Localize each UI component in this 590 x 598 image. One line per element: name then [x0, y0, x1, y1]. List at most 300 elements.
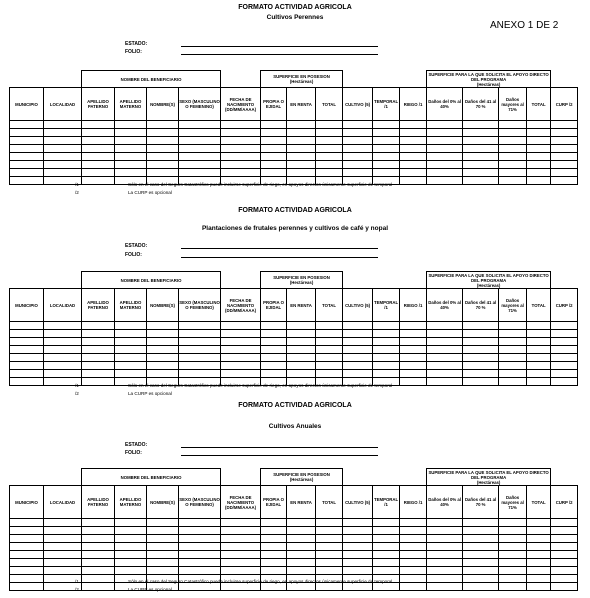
table-cell[interactable] — [115, 330, 147, 338]
table-cell[interactable] — [551, 378, 578, 386]
table-cell[interactable] — [316, 121, 343, 129]
table-cell[interactable] — [373, 535, 400, 543]
table-cell[interactable] — [261, 121, 287, 129]
table-cell[interactable] — [343, 161, 373, 169]
table-cell[interactable] — [316, 161, 343, 169]
table-cell[interactable] — [527, 575, 551, 583]
table-cell[interactable] — [44, 519, 82, 527]
table-cell[interactable] — [551, 575, 578, 583]
table-cell[interactable] — [147, 322, 179, 330]
table-cell[interactable] — [551, 527, 578, 535]
table-cell[interactable] — [10, 567, 44, 575]
table-cell[interactable] — [400, 362, 427, 370]
table-cell[interactable] — [44, 559, 82, 567]
table-cell[interactable] — [427, 583, 463, 591]
table-cell[interactable] — [44, 543, 82, 551]
table-cell[interactable] — [82, 519, 115, 527]
table-cell[interactable] — [400, 145, 427, 153]
table-cell[interactable] — [261, 322, 287, 330]
table-cell[interactable] — [400, 519, 427, 527]
table-cell[interactable] — [115, 338, 147, 346]
table-cell[interactable] — [221, 354, 261, 362]
table-cell[interactable] — [499, 145, 527, 153]
table-cell[interactable] — [44, 551, 82, 559]
table-cell[interactable] — [287, 362, 316, 370]
table-cell[interactable] — [115, 362, 147, 370]
table-cell[interactable] — [527, 161, 551, 169]
table-cell[interactable] — [373, 121, 400, 129]
table-cell[interactable] — [179, 161, 221, 169]
table-cell[interactable] — [82, 322, 115, 330]
table-cell[interactable] — [343, 330, 373, 338]
table-cell[interactable] — [147, 370, 179, 378]
table-cell[interactable] — [343, 153, 373, 161]
table-cell[interactable] — [551, 543, 578, 551]
table-cell[interactable] — [179, 330, 221, 338]
table-cell[interactable] — [221, 370, 261, 378]
table-cell[interactable] — [400, 129, 427, 137]
table-cell[interactable] — [499, 519, 527, 527]
table-cell[interactable] — [427, 535, 463, 543]
table-cell[interactable] — [463, 346, 499, 354]
table-cell[interactable] — [287, 338, 316, 346]
table-cell[interactable] — [400, 567, 427, 575]
table-cell[interactable] — [10, 535, 44, 543]
table-cell[interactable] — [261, 362, 287, 370]
table-cell[interactable] — [427, 145, 463, 153]
table-cell[interactable] — [343, 551, 373, 559]
table-cell[interactable] — [551, 338, 578, 346]
table-cell[interactable] — [147, 354, 179, 362]
table-cell[interactable] — [82, 177, 115, 185]
table-cell[interactable] — [44, 169, 82, 177]
table-cell[interactable] — [463, 354, 499, 362]
table-cell[interactable] — [400, 527, 427, 535]
table-cell[interactable] — [373, 161, 400, 169]
table-cell[interactable] — [287, 567, 316, 575]
table-cell[interactable] — [551, 121, 578, 129]
table-cell[interactable] — [427, 519, 463, 527]
table-cell[interactable] — [115, 145, 147, 153]
table-cell[interactable] — [82, 362, 115, 370]
table-cell[interactable] — [44, 535, 82, 543]
table-cell[interactable] — [221, 559, 261, 567]
table-cell[interactable] — [179, 519, 221, 527]
table-cell[interactable] — [179, 137, 221, 145]
table-cell[interactable] — [463, 338, 499, 346]
table-cell[interactable] — [373, 346, 400, 354]
table-cell[interactable] — [373, 354, 400, 362]
table-cell[interactable] — [261, 169, 287, 177]
table-cell[interactable] — [287, 161, 316, 169]
table-cell[interactable] — [427, 322, 463, 330]
table-cell[interactable] — [316, 551, 343, 559]
table-cell[interactable] — [287, 543, 316, 551]
table-cell[interactable] — [44, 362, 82, 370]
table-cell[interactable] — [44, 322, 82, 330]
table-cell[interactable] — [499, 153, 527, 161]
table-cell[interactable] — [463, 121, 499, 129]
table-cell[interactable] — [343, 322, 373, 330]
table-cell[interactable] — [44, 145, 82, 153]
table-cell[interactable] — [499, 161, 527, 169]
table-cell[interactable] — [179, 121, 221, 129]
table-cell[interactable] — [343, 129, 373, 137]
table-cell[interactable] — [179, 346, 221, 354]
table-cell[interactable] — [373, 362, 400, 370]
table-cell[interactable] — [115, 535, 147, 543]
table-cell[interactable] — [499, 583, 527, 591]
table-cell[interactable] — [427, 177, 463, 185]
table-cell[interactable] — [44, 153, 82, 161]
table-cell[interactable] — [82, 129, 115, 137]
table-cell[interactable] — [287, 129, 316, 137]
table-cell[interactable] — [499, 322, 527, 330]
table-cell[interactable] — [287, 519, 316, 527]
table-cell[interactable] — [287, 322, 316, 330]
table-cell[interactable] — [499, 354, 527, 362]
table-cell[interactable] — [427, 527, 463, 535]
table-cell[interactable] — [463, 161, 499, 169]
table-cell[interactable] — [147, 567, 179, 575]
table-cell[interactable] — [527, 322, 551, 330]
table-cell[interactable] — [463, 575, 499, 583]
table-cell[interactable] — [221, 129, 261, 137]
table-cell[interactable] — [44, 527, 82, 535]
table-cell[interactable] — [221, 169, 261, 177]
table-cell[interactable] — [221, 153, 261, 161]
table-cell[interactable] — [10, 330, 44, 338]
table-cell[interactable] — [221, 161, 261, 169]
table-cell[interactable] — [10, 551, 44, 559]
table-cell[interactable] — [316, 519, 343, 527]
table-cell[interactable] — [527, 153, 551, 161]
table-cell[interactable] — [261, 346, 287, 354]
table-cell[interactable] — [316, 137, 343, 145]
table-cell[interactable] — [10, 129, 44, 137]
table-cell[interactable] — [179, 354, 221, 362]
table-cell[interactable] — [147, 330, 179, 338]
table-cell[interactable] — [316, 527, 343, 535]
table-cell[interactable] — [463, 527, 499, 535]
table-cell[interactable] — [527, 551, 551, 559]
table-cell[interactable] — [551, 145, 578, 153]
table-cell[interactable] — [373, 551, 400, 559]
table-cell[interactable] — [373, 330, 400, 338]
table-cell[interactable] — [316, 362, 343, 370]
table-cell[interactable] — [316, 322, 343, 330]
estado-field[interactable] — [181, 447, 378, 448]
table-cell[interactable] — [551, 559, 578, 567]
table-cell[interactable] — [179, 370, 221, 378]
table-cell[interactable] — [10, 322, 44, 330]
table-cell[interactable] — [287, 354, 316, 362]
table-cell[interactable] — [261, 370, 287, 378]
table-cell[interactable] — [551, 177, 578, 185]
table-cell[interactable] — [463, 177, 499, 185]
table-cell[interactable] — [463, 370, 499, 378]
table-cell[interactable] — [400, 338, 427, 346]
table-cell[interactable] — [316, 338, 343, 346]
table-cell[interactable] — [115, 559, 147, 567]
table-cell[interactable] — [499, 551, 527, 559]
table-cell[interactable] — [115, 527, 147, 535]
table-cell[interactable] — [221, 338, 261, 346]
table-cell[interactable] — [115, 354, 147, 362]
table-cell[interactable] — [147, 543, 179, 551]
table-cell[interactable] — [316, 330, 343, 338]
table-cell[interactable] — [44, 338, 82, 346]
table-cell[interactable] — [499, 535, 527, 543]
table-cell[interactable] — [373, 519, 400, 527]
table-cell[interactable] — [221, 145, 261, 153]
table-cell[interactable] — [400, 551, 427, 559]
table-cell[interactable] — [551, 583, 578, 591]
table-cell[interactable] — [179, 567, 221, 575]
table-cell[interactable] — [10, 527, 44, 535]
table-cell[interactable] — [373, 169, 400, 177]
table-cell[interactable] — [10, 575, 44, 583]
table-cell[interactable] — [463, 169, 499, 177]
table-cell[interactable] — [221, 543, 261, 551]
table-cell[interactable] — [499, 527, 527, 535]
table-cell[interactable] — [147, 121, 179, 129]
estado-field[interactable] — [181, 248, 378, 249]
table-cell[interactable] — [115, 169, 147, 177]
table-cell[interactable] — [82, 153, 115, 161]
table-cell[interactable] — [82, 543, 115, 551]
table-cell[interactable] — [179, 338, 221, 346]
table-cell[interactable] — [343, 169, 373, 177]
table-cell[interactable] — [527, 567, 551, 575]
table-cell[interactable] — [343, 354, 373, 362]
table-cell[interactable] — [463, 322, 499, 330]
table-cell[interactable] — [179, 535, 221, 543]
table-cell[interactable] — [147, 362, 179, 370]
table-cell[interactable] — [373, 567, 400, 575]
table-cell[interactable] — [147, 169, 179, 177]
table-cell[interactable] — [427, 567, 463, 575]
table-cell[interactable] — [10, 559, 44, 567]
table-cell[interactable] — [551, 161, 578, 169]
table-cell[interactable] — [551, 137, 578, 145]
table-cell[interactable] — [82, 551, 115, 559]
table-cell[interactable] — [551, 362, 578, 370]
table-cell[interactable] — [221, 362, 261, 370]
table-cell[interactable] — [115, 543, 147, 551]
table-cell[interactable] — [147, 145, 179, 153]
estado-field[interactable] — [181, 46, 378, 47]
table-cell[interactable] — [10, 378, 44, 386]
table-cell[interactable] — [527, 145, 551, 153]
table-cell[interactable] — [463, 330, 499, 338]
table-cell[interactable] — [527, 330, 551, 338]
table-cell[interactable] — [10, 121, 44, 129]
table-cell[interactable] — [463, 153, 499, 161]
table-cell[interactable] — [261, 535, 287, 543]
table-cell[interactable] — [179, 527, 221, 535]
table-cell[interactable] — [551, 169, 578, 177]
table-cell[interactable] — [44, 330, 82, 338]
table-cell[interactable] — [221, 346, 261, 354]
table-cell[interactable] — [427, 346, 463, 354]
table-cell[interactable] — [316, 153, 343, 161]
table-cell[interactable] — [400, 354, 427, 362]
table-cell[interactable] — [373, 129, 400, 137]
table-cell[interactable] — [463, 378, 499, 386]
table-cell[interactable] — [287, 527, 316, 535]
table-cell[interactable] — [343, 145, 373, 153]
table-cell[interactable] — [10, 362, 44, 370]
table-cell[interactable] — [179, 145, 221, 153]
table-cell[interactable] — [179, 153, 221, 161]
table-cell[interactable] — [287, 330, 316, 338]
table-cell[interactable] — [343, 362, 373, 370]
table-cell[interactable] — [527, 338, 551, 346]
table-cell[interactable] — [287, 370, 316, 378]
table-cell[interactable] — [287, 153, 316, 161]
folio-field[interactable] — [181, 257, 378, 258]
table-cell[interactable] — [551, 551, 578, 559]
table-cell[interactable] — [44, 346, 82, 354]
table-cell[interactable] — [261, 338, 287, 346]
table-cell[interactable] — [44, 121, 82, 129]
table-cell[interactable] — [463, 145, 499, 153]
table-cell[interactable] — [287, 121, 316, 129]
table-cell[interactable] — [400, 153, 427, 161]
table-cell[interactable] — [527, 519, 551, 527]
table-cell[interactable] — [287, 169, 316, 177]
table-cell[interactable] — [343, 346, 373, 354]
table-cell[interactable] — [551, 354, 578, 362]
table-cell[interactable] — [343, 543, 373, 551]
table-cell[interactable] — [527, 535, 551, 543]
table-cell[interactable] — [115, 551, 147, 559]
table-cell[interactable] — [463, 519, 499, 527]
table-cell[interactable] — [316, 370, 343, 378]
table-cell[interactable] — [551, 322, 578, 330]
table-cell[interactable] — [287, 346, 316, 354]
table-cell[interactable] — [343, 121, 373, 129]
table-cell[interactable] — [115, 370, 147, 378]
table-cell[interactable] — [427, 153, 463, 161]
table-cell[interactable] — [499, 169, 527, 177]
table-cell[interactable] — [499, 362, 527, 370]
table-cell[interactable] — [427, 378, 463, 386]
table-cell[interactable] — [10, 177, 44, 185]
table-cell[interactable] — [221, 330, 261, 338]
table-cell[interactable] — [82, 145, 115, 153]
table-cell[interactable] — [551, 535, 578, 543]
table-cell[interactable] — [44, 567, 82, 575]
table-cell[interactable] — [82, 378, 115, 386]
table-cell[interactable] — [147, 519, 179, 527]
table-cell[interactable] — [343, 527, 373, 535]
table-cell[interactable] — [82, 559, 115, 567]
table-cell[interactable] — [427, 161, 463, 169]
table-cell[interactable] — [44, 370, 82, 378]
table-cell[interactable] — [400, 161, 427, 169]
table-cell[interactable] — [147, 129, 179, 137]
table-cell[interactable] — [463, 559, 499, 567]
table-cell[interactable] — [82, 370, 115, 378]
table-cell[interactable] — [82, 330, 115, 338]
table-cell[interactable] — [499, 378, 527, 386]
table-cell[interactable] — [499, 559, 527, 567]
table-cell[interactable] — [551, 567, 578, 575]
table-cell[interactable] — [343, 137, 373, 145]
table-cell[interactable] — [44, 129, 82, 137]
table-cell[interactable] — [400, 370, 427, 378]
table-cell[interactable] — [527, 362, 551, 370]
table-cell[interactable] — [427, 338, 463, 346]
table-cell[interactable] — [527, 129, 551, 137]
table-cell[interactable] — [343, 535, 373, 543]
table-cell[interactable] — [427, 121, 463, 129]
table-cell[interactable] — [343, 519, 373, 527]
table-cell[interactable] — [221, 322, 261, 330]
table-cell[interactable] — [10, 169, 44, 177]
table-cell[interactable] — [400, 559, 427, 567]
folio-field[interactable] — [181, 455, 378, 456]
table-cell[interactable] — [82, 338, 115, 346]
table-cell[interactable] — [527, 527, 551, 535]
table-cell[interactable] — [10, 370, 44, 378]
table-cell[interactable] — [82, 169, 115, 177]
table-cell[interactable] — [147, 551, 179, 559]
table-cell[interactable] — [316, 535, 343, 543]
table-cell[interactable] — [221, 551, 261, 559]
table-cell[interactable] — [44, 137, 82, 145]
table-cell[interactable] — [10, 583, 44, 591]
table-cell[interactable] — [373, 559, 400, 567]
table-cell[interactable] — [261, 354, 287, 362]
table-cell[interactable] — [373, 527, 400, 535]
table-cell[interactable] — [343, 567, 373, 575]
table-cell[interactable] — [10, 137, 44, 145]
table-cell[interactable] — [287, 535, 316, 543]
table-cell[interactable] — [427, 362, 463, 370]
table-cell[interactable] — [221, 121, 261, 129]
table-cell[interactable] — [261, 543, 287, 551]
table-cell[interactable] — [221, 535, 261, 543]
table-cell[interactable] — [44, 161, 82, 169]
table-cell[interactable] — [221, 137, 261, 145]
table-cell[interactable] — [343, 370, 373, 378]
table-cell[interactable] — [82, 535, 115, 543]
table-cell[interactable] — [373, 322, 400, 330]
table-cell[interactable] — [373, 338, 400, 346]
table-cell[interactable] — [499, 575, 527, 583]
table-cell[interactable] — [10, 543, 44, 551]
table-cell[interactable] — [316, 145, 343, 153]
table-cell[interactable] — [261, 145, 287, 153]
table-cell[interactable] — [427, 575, 463, 583]
table-cell[interactable] — [527, 583, 551, 591]
table-cell[interactable] — [221, 519, 261, 527]
table-cell[interactable] — [551, 153, 578, 161]
table-cell[interactable] — [115, 567, 147, 575]
table-cell[interactable] — [147, 153, 179, 161]
table-cell[interactable] — [82, 583, 115, 591]
table-cell[interactable] — [373, 153, 400, 161]
table-cell[interactable] — [463, 362, 499, 370]
table-cell[interactable] — [427, 370, 463, 378]
table-cell[interactable] — [316, 169, 343, 177]
table-cell[interactable] — [10, 346, 44, 354]
table-cell[interactable] — [400, 535, 427, 543]
table-cell[interactable] — [287, 137, 316, 145]
